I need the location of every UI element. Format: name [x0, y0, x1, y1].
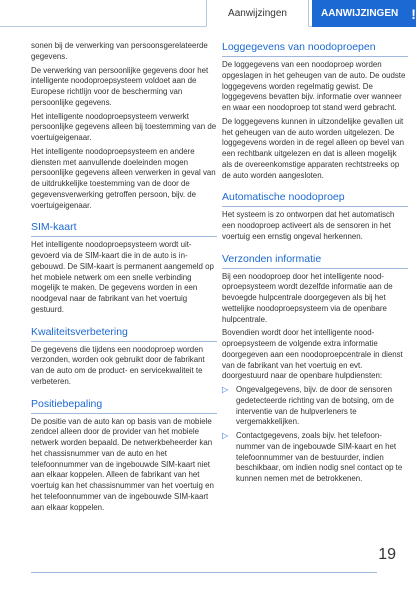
- paragraph: De loggegevens kunnen in uitzondelijke gevallen uit het geheugen van de auto worden uitgelezen. De loggegevens worden in de regel alleen op bevel van een rechtbank uitgelezen en dat is alleen mogelijk als de overeenkomstige apparaten rechtstreeks op de auto worden aangesloten.: [222, 116, 405, 180]
- paragraph: De gegevens die tijdens een noodoproep worden verzonden, worden ook gebruikt door de fabrikant van de auto om de product- en servicekwaliteit te verbeteren.: [31, 344, 205, 386]
- tab-aanwijzingen-active[interactable]: [312, 0, 416, 27]
- heading-verzonden-informatie: Verzonden informatie: [222, 253, 408, 269]
- footer-rule: [31, 572, 377, 573]
- info-list: [222, 385, 408, 485]
- left-column: [31, 41, 217, 516]
- list-item-text: Ongevalgegevens, bijv. de door de sensoren gedetecteerde richting van de botsing, om de interventie van de hulpverleners te vergemakkelijken.: [236, 385, 394, 427]
- triangle-bullet-icon: ▷: [222, 431, 229, 440]
- heading-loggegevens: Loggegevens van noodoproepen: [222, 41, 408, 57]
- page-number: 19: [378, 546, 396, 563]
- paragraph: Het intelligente noodoproepsysteem wordt uitgevoerd via de SIM-kaart die in de auto is ingebouwd. De SIM-kaart is permanent aangemeld op het mobiele netwerk om een snelle verbinding mogelijk te maken. De gegevens worden in een noodgeval naar de fabrikant van het voertuig gestuurd.: [31, 240, 214, 314]
- paragraph: De positie van de auto kan op basis van de mobiele zendcel alleen door de provider van het mobiele netwerk worden bepaald. De netwerkbeheerder kan het chassisnummer van de auto en het telefoonnummer van de ingebouwde SIM-kaart niet aan elkaar koppelen. Alleen de fabrikant van het voertuig kan het chassisnummer van het voertuig en het telefoonnummer van de ingebouwde SIM-kaart aan elkaar koppelen.: [31, 416, 214, 512]
- list-item: [222, 431, 408, 485]
- heading-positiebepaling: Positiebepaling: [31, 398, 217, 414]
- paragraph: De loggegevens van een noodoproep worden opgeslagen in het geheugen van de auto. De oudste loggegevens worden regelmatig gewist. De loggegevens bevatten bijv. informatie over wanneer en waar een noodoproep tot stand werd gebracht.: [222, 60, 406, 112]
- tab-aanwijzingen-label: Aanwijzingen: [228, 7, 287, 19]
- heading-sim-kaart: SIM-kaart: [31, 221, 217, 237]
- warning-icon: !: [411, 5, 416, 22]
- triangle-bullet-icon: ▷: [222, 385, 229, 394]
- heading-kwaliteitsverbetering: Kwaliteitsverbetering: [31, 326, 217, 342]
- paragraph: Het systeem is zo ontworpen dat het automatisch een noodoproep activeert als de sensoren in het voertuig een ernstig ongeval herkennen.: [222, 210, 395, 241]
- heading-automatische-noodoproep: Automatische noodoproep: [222, 191, 408, 207]
- list-item-text: Contactgegevens, zoals bijv. het telefoonnummer van de ingebouwde SIM-kaart en het telefoonnummer van de bestuurder, indien beschikbaar, om indien nodig snel contact op te kunnen nemen met de betrokkenen.: [236, 431, 403, 483]
- paragraph: De verwerking van persoonlijke gegevens door het intelligente noodoproepsysteem voldoet aan de Europese richtlijn voor de bescherming van persoonlijke gegevens.: [31, 65, 209, 107]
- list-item: [222, 385, 408, 428]
- paragraph: Bij een noodoproep door het intelligente noodoproepsysteem wordt dezelfde informatie aan de bevoegde hulpcentrale doorgegeven als bij het wettelijke noodoproepsysteem via de openbare hulpcentrale.: [222, 271, 393, 324]
- paragraph: sonen bij de verwerking van persoonsgerelateerde gegevens.: [31, 41, 208, 61]
- paragraph: Het intelligente noodoproepsysteem en andere diensten met aanvullende doeleinden mogen persoonlijke gegevens alleen verwerken in geval van de uitdrukkelijke toestemming van de door de gegevensverwerking getroffen persoon, bijv. de voertuigeigenaar.: [31, 146, 216, 210]
- paragraph: Bovendien wordt door het intelligente noodoproepsysteem de volgende extra informatie doorgegeven aan een noodoproepcentrale in dienst van de fabrikant van het voertuig en evt. doorgestuurd naar de openbare hulpdiensten:: [222, 328, 403, 381]
- right-column: [222, 41, 408, 488]
- paragraph: Het intelligente noodoproepsysteem verwerkt persoonlijke gegevens alleen bij toestemming van de voertuigeigenaar.: [31, 111, 217, 142]
- tab-active-label: AANWIJZINGEN: [321, 8, 399, 19]
- tab-aanwijzingen[interactable]: [206, 0, 309, 27]
